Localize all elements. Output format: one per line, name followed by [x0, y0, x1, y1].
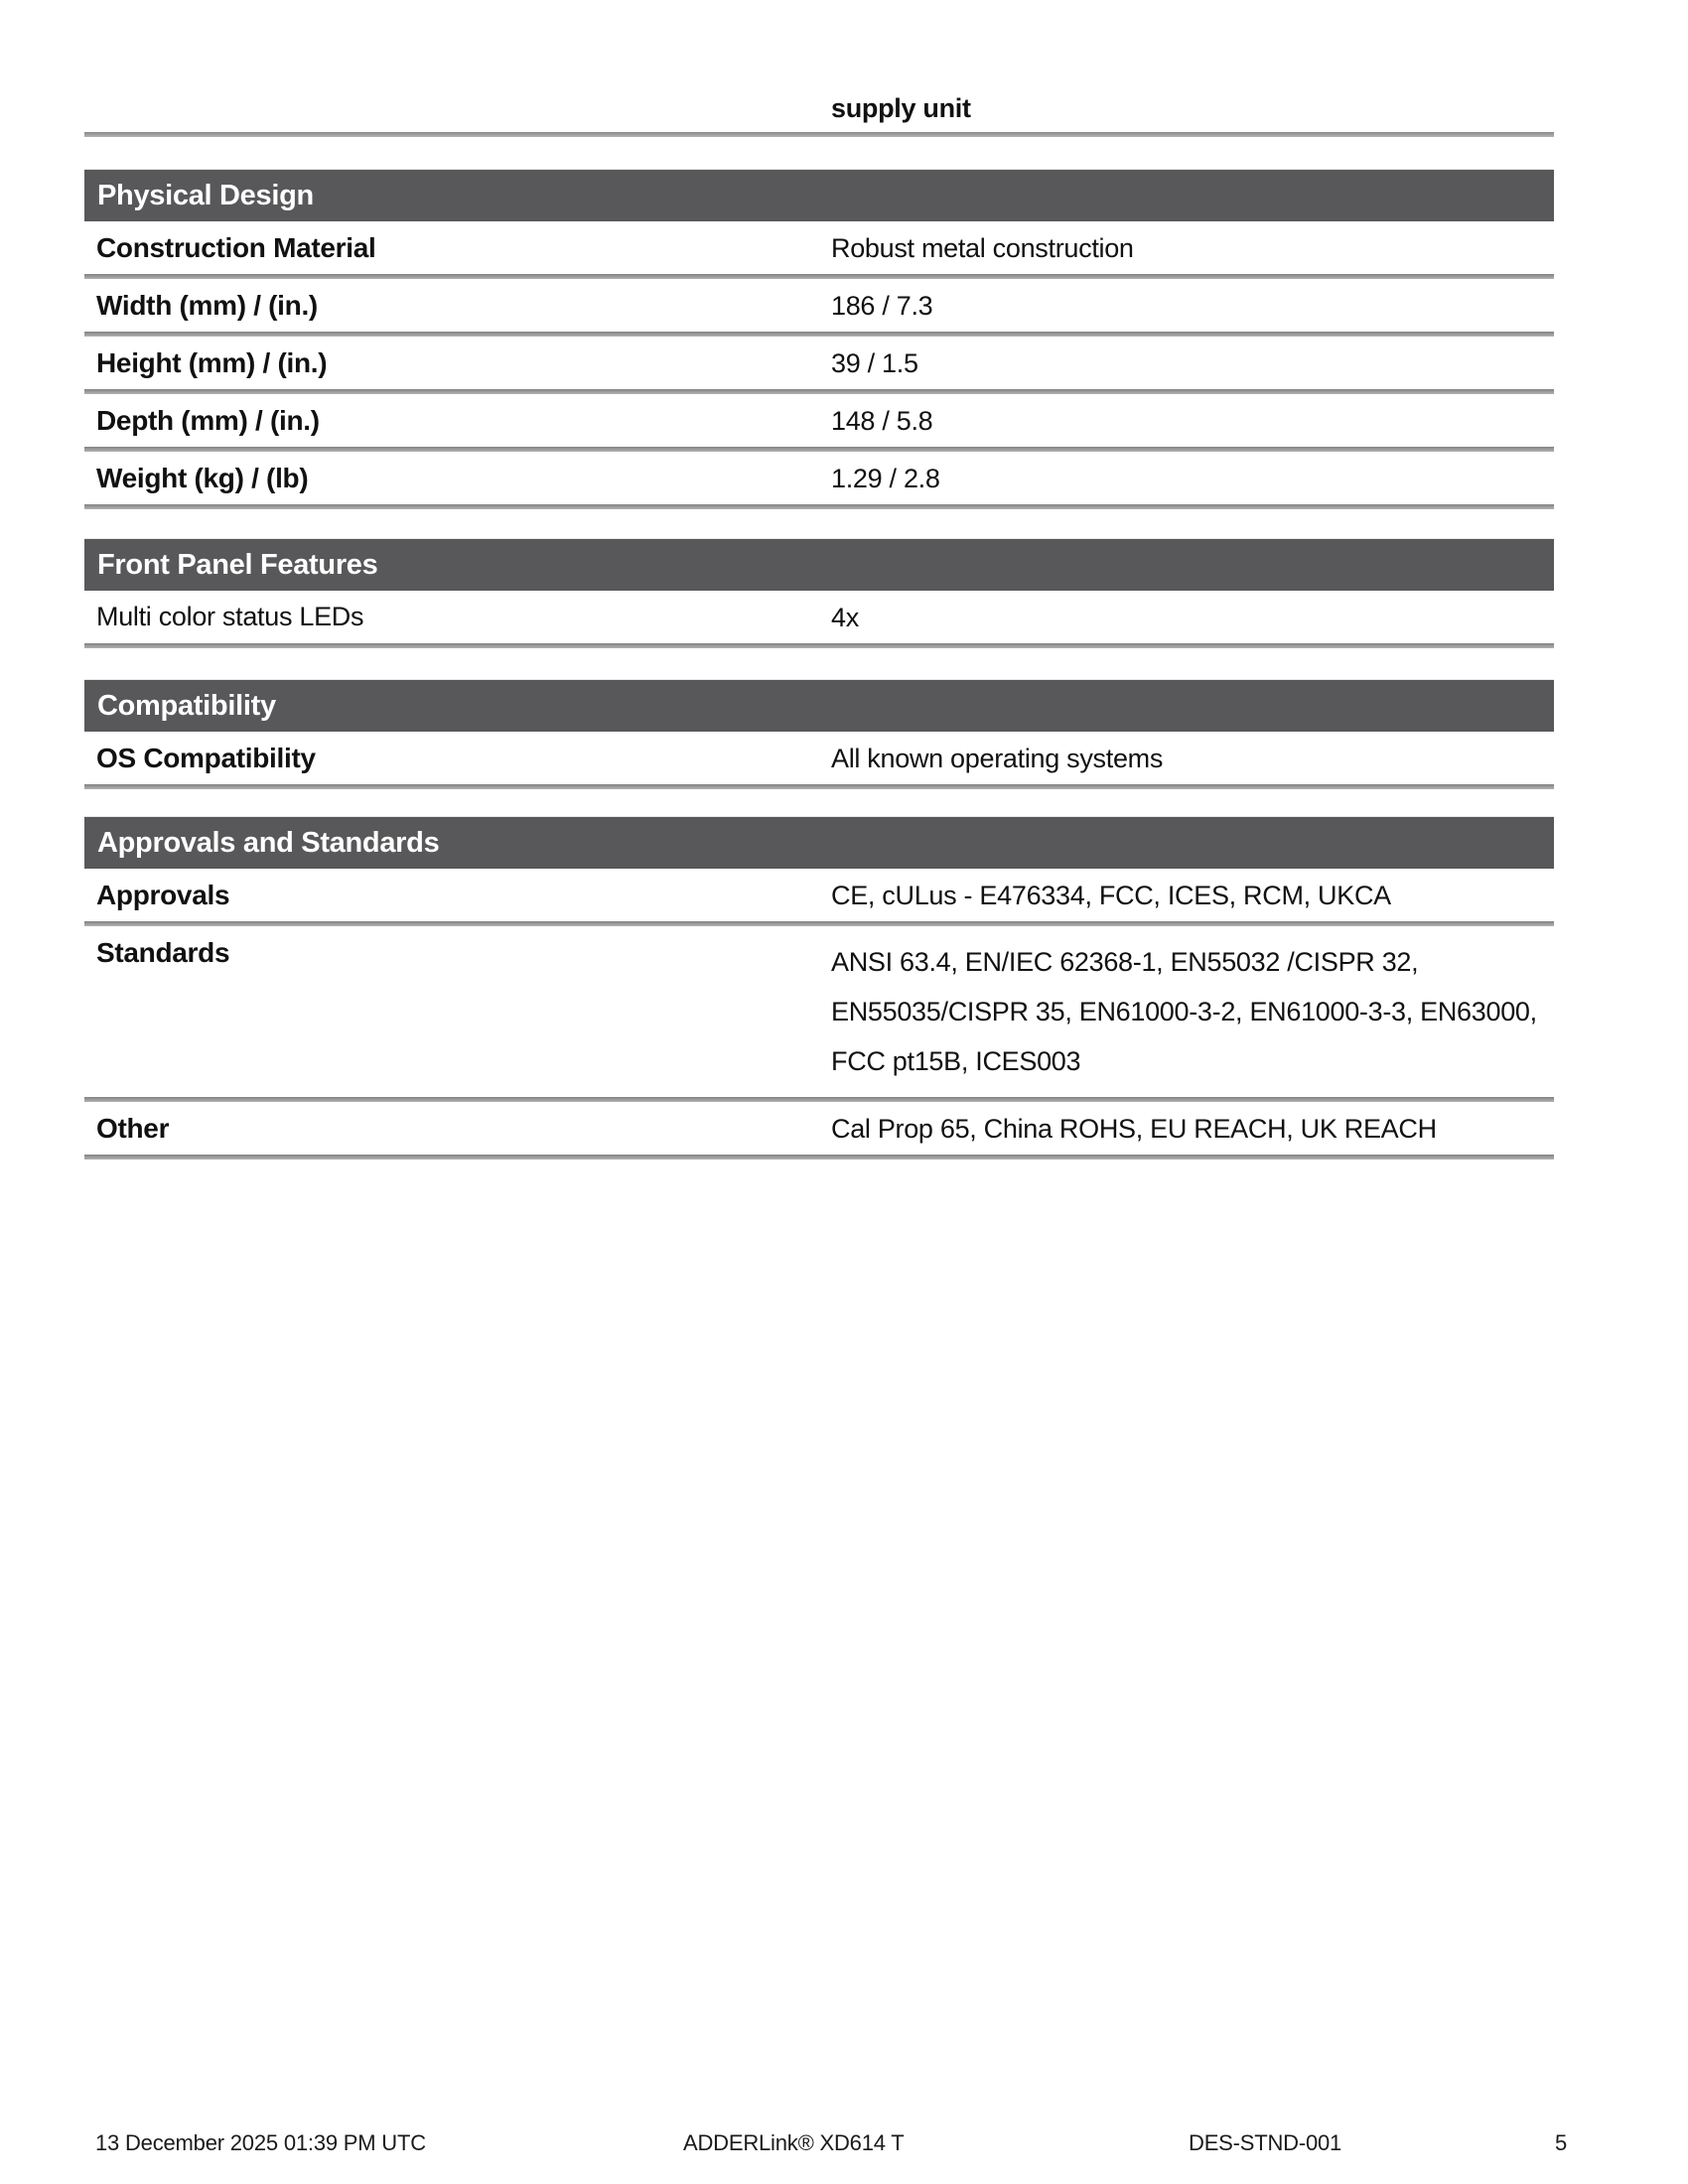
- row-value-line: ANSI 63.4, EN/IEC 62368-1, EN55032 /CISPR 32,: [831, 947, 1419, 977]
- table-row: [84, 279, 1554, 337]
- row-label: Weight (kg) / (lb): [96, 462, 309, 493]
- row-label: Standards: [96, 937, 230, 968]
- section-front-panel-features: [84, 538, 1554, 648]
- row-label: Depth (mm) / (in.): [96, 404, 320, 436]
- row-value-line: EN55035/CISPR 35, EN61000-3-2, EN61000-3-3, EN63000,: [831, 997, 1537, 1026]
- row-value: Robust metal construction: [831, 232, 1134, 263]
- row-label: Construction Material: [96, 231, 376, 263]
- row-value: CE, cULus - E476334, FCC, ICES, RCM, UKCA: [831, 880, 1391, 910]
- footer-page-number: 5: [1554, 2130, 1567, 2155]
- row-value: Cal Prop 65, China ROHS, EU REACH, UK REACH: [831, 1113, 1437, 1144]
- row-label: Multi color status LEDs: [96, 602, 364, 631]
- table-row: [84, 1102, 1554, 1160]
- row-value-line: FCC pt15B, ICES003: [831, 1046, 1081, 1076]
- footer-timestamp: 13 December 2025 01:39 PM UTC: [95, 2130, 426, 2155]
- row-label: Width (mm) / (in.): [96, 289, 318, 321]
- section-compatibility: [84, 679, 1554, 789]
- row-label: OS Compatibility: [96, 742, 316, 773]
- row-value: 148 / 5.8: [831, 405, 933, 436]
- table-row: [84, 221, 1554, 279]
- row-value: 186 / 7.3: [831, 290, 933, 321]
- table-row: [84, 394, 1554, 452]
- section-header-approvals-standards: Approvals and Standards: [84, 816, 1554, 869]
- section-header-physical-design: Physical Design: [84, 169, 1554, 221]
- row-label: Other: [96, 1112, 170, 1144]
- continued-table-value: supply unit: [831, 93, 971, 123]
- row-label: Approvals: [96, 879, 230, 910]
- table-row: [84, 337, 1554, 394]
- row-value: All known operating systems: [831, 743, 1164, 773]
- row-value: 39 / 1.5: [831, 347, 918, 378]
- row-value: 4x: [831, 602, 859, 632]
- top-divider-line: [84, 132, 1554, 137]
- table-row: [84, 452, 1554, 509]
- table-row: [84, 926, 1554, 1102]
- footer-product-name: ADDERLink® XD614 T: [683, 2130, 905, 2155]
- table-row: [84, 591, 1554, 648]
- table-row: [84, 869, 1554, 926]
- row-label: Height (mm) / (in.): [96, 346, 328, 378]
- section-approvals-standards: [84, 816, 1554, 1160]
- row-value: 1.29 / 2.8: [831, 463, 940, 493]
- section-header-front-panel-features: Front Panel Features: [84, 538, 1554, 591]
- footer-document-id: DES-STND-001: [1189, 2130, 1342, 2155]
- section-physical-design: [84, 169, 1554, 509]
- row-value: [831, 937, 1537, 1086]
- section-header-compatibility: Compatibility: [84, 679, 1554, 732]
- table-row: [84, 732, 1554, 789]
